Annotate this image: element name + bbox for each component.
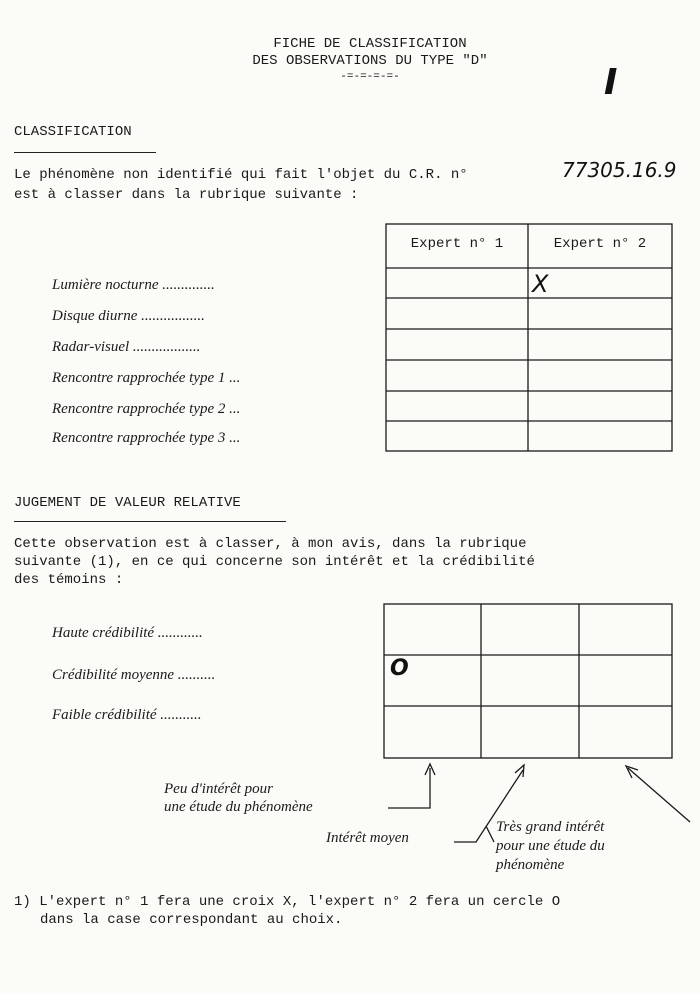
high-interest-bracket bbox=[486, 826, 494, 842]
classification-intro-line-2: est à classer dans la rubrique suivante : bbox=[14, 187, 359, 203]
classification-row-label: Lumière nocturne .............. bbox=[52, 277, 215, 293]
classification-row-label: Rencontre rapprochée type 3 ... bbox=[52, 430, 241, 446]
annotation-medium-interest: Intérêt moyen bbox=[326, 830, 409, 846]
jugement-intro-line-1: Cette observation est à classer, à mon avis, dans la rubrique bbox=[14, 536, 527, 552]
classification-row-label: Radar-visuel .................. bbox=[52, 339, 201, 355]
classification-row-label: Rencontre rapprochée type 1 ... bbox=[52, 370, 241, 386]
classification-table-border bbox=[386, 224, 672, 451]
title-decoration: -=-=-=-=- bbox=[340, 71, 400, 83]
footnote-line-1: 1) L'expert n° 1 fera une croix X, l'expert n° 2 fera un cercle O bbox=[14, 894, 561, 910]
credibility-row-label: Haute crédibilité ............ bbox=[52, 625, 203, 641]
credibility-row-label: Faible crédibilité ........... bbox=[52, 707, 202, 723]
annotation-low-interest-line-2: une étude du phénomène bbox=[164, 799, 313, 815]
arrow-low-interest bbox=[388, 768, 430, 808]
jugement-intro-line-2: suivante (1), en ce qui concerne son intérêt et la crédibilité bbox=[14, 554, 535, 570]
jugement-intro-line-3: des témoins : bbox=[14, 572, 124, 588]
page-mark: I bbox=[604, 62, 618, 103]
arrow-high-interest bbox=[628, 768, 690, 822]
credibility-row-label: Crédibilité moyenne .......... bbox=[52, 667, 216, 683]
expert-2-cross-mark: X bbox=[532, 270, 549, 298]
annotation-high-interest-line-2: pour une étude du bbox=[496, 838, 605, 854]
title-line-2: DES OBSERVATIONS DU TYPE "D" bbox=[252, 53, 488, 69]
classification-heading: CLASSIFICATION bbox=[14, 124, 132, 140]
cr-number: 77305.16.9 bbox=[562, 158, 677, 182]
classification-column-expert-2: Expert n° 2 bbox=[553, 236, 647, 252]
annotation-high-interest-line-1: Très grand intérêt bbox=[496, 819, 605, 835]
title-line-1: FICHE DE CLASSIFICATION bbox=[273, 36, 467, 52]
classification-intro-line-1: Le phénomène non identifié qui fait l'objet du C.R. n° bbox=[14, 167, 468, 183]
jugement-heading: JUGEMENT DE VALEUR RELATIVE bbox=[14, 495, 241, 511]
annotation-low-interest-line-1: Peu d'intérêt pour bbox=[164, 781, 274, 797]
expert-1-circle-mark: O bbox=[390, 656, 409, 681]
footnote-line-2: dans la case correspondant au choix. bbox=[40, 912, 343, 928]
annotation-high-interest-line-3: phénomène bbox=[496, 857, 565, 873]
classification-column-expert-1: Expert n° 1 bbox=[410, 236, 504, 252]
classification-row-label: Disque diurne ................. bbox=[52, 308, 205, 324]
classification-row-label: Rencontre rapprochée type 2 ... bbox=[52, 401, 241, 417]
credibility-grid-border bbox=[384, 604, 672, 758]
